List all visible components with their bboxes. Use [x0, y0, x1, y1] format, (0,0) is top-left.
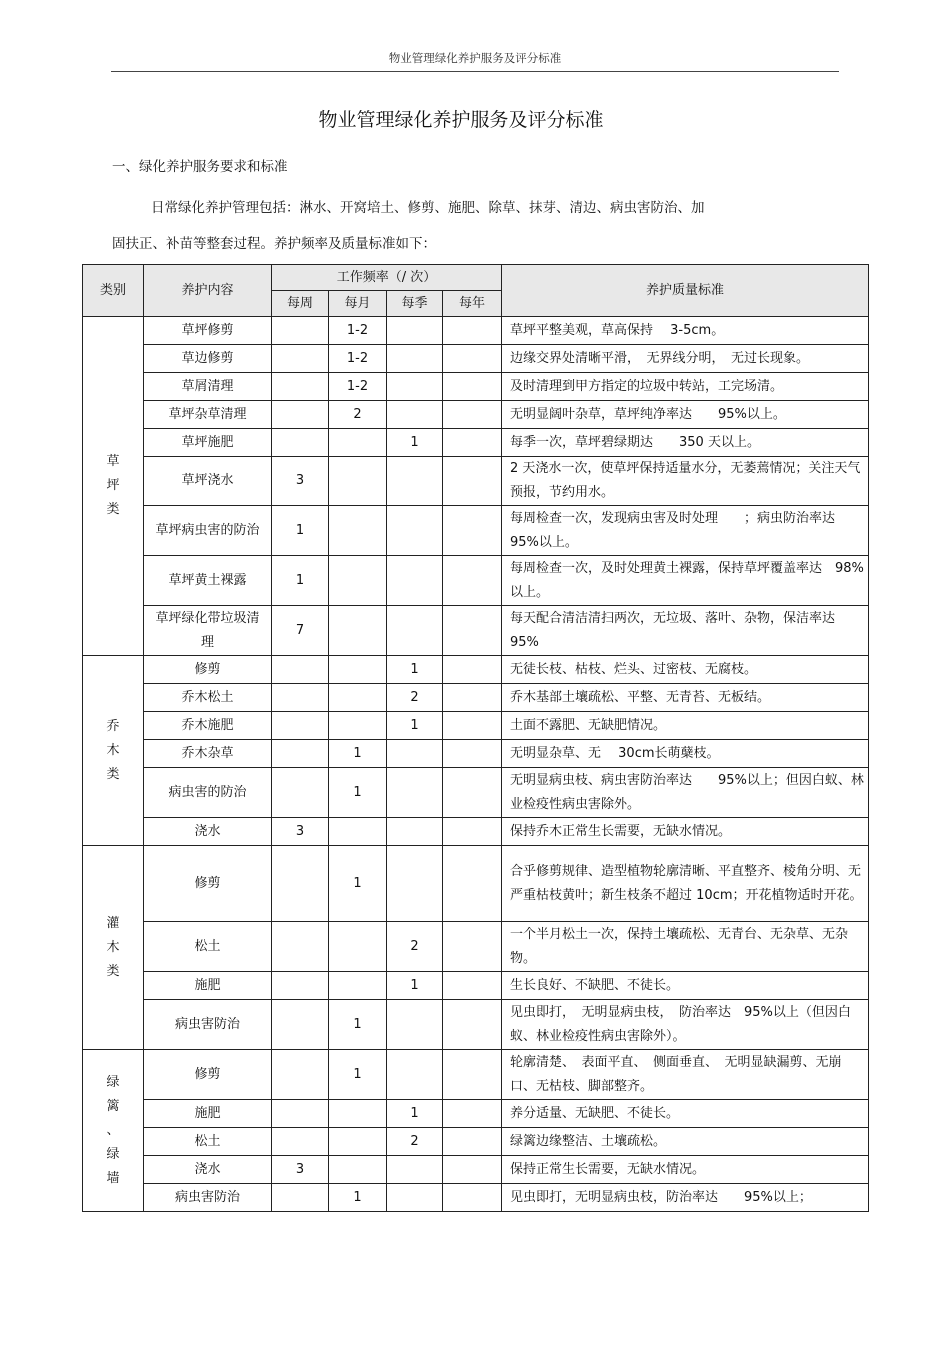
yearly-cell — [443, 1128, 502, 1156]
item-cell: 病虫害防治 — [144, 1184, 272, 1212]
monthly-cell — [329, 457, 387, 506]
table-row — [83, 556, 869, 606]
quarterly-cell — [387, 345, 443, 373]
header-standard: 养护质量标准 — [502, 265, 869, 317]
table-row — [83, 345, 869, 373]
quarterly-cell — [387, 1184, 443, 1212]
monthly-cell — [329, 556, 387, 606]
quarterly-cell — [387, 1050, 443, 1100]
table-row — [83, 656, 869, 684]
monthly-cell: 1 — [329, 1000, 387, 1050]
item-cell: 施肥 — [144, 1100, 272, 1128]
monthly-cell — [329, 818, 387, 846]
table-row — [83, 712, 869, 740]
monthly-cell — [329, 684, 387, 712]
weekly-cell — [272, 1100, 329, 1128]
standard-cell: 一个半月松土一次，保持土壤疏松、无青台、无杂草、无杂物。 — [502, 922, 869, 972]
header-yearly: 每年 — [443, 291, 502, 317]
yearly-cell — [443, 1000, 502, 1050]
quarterly-cell — [387, 373, 443, 401]
standard-cell: 无明显病虫枝、病虫害防治率达 95%以上；但因白蚁、林业检疫性病虫害除外。 — [502, 768, 869, 818]
category-cell: 乔 木 类 — [83, 656, 144, 846]
item-cell: 草坪浇水 — [144, 457, 272, 506]
item-cell: 施肥 — [144, 972, 272, 1000]
document-title: 物业管理绿化养护服务及评分标准 — [318, 109, 604, 131]
yearly-cell — [443, 768, 502, 818]
standard-cell: 保持正常生长需要，无缺水情况。 — [502, 1156, 869, 1184]
table-row — [83, 606, 869, 656]
weekly-cell — [272, 846, 329, 922]
monthly-cell: 1 — [329, 846, 387, 922]
standard-cell: 土面不露肥、无缺肥情况。 — [502, 712, 869, 740]
weekly-cell — [272, 740, 329, 768]
header-frequency: 工作频率（/ 次） — [272, 265, 502, 291]
monthly-cell — [329, 429, 387, 457]
table-row — [83, 506, 869, 556]
item-cell: 草坪病虫害的防治 — [144, 506, 272, 556]
yearly-cell — [443, 506, 502, 556]
standard-cell: 每周检查一次，及时处理黄土裸露，保持草坪覆盖率达 98%以上。 — [502, 556, 869, 606]
item-cell: 病虫害防治 — [144, 1000, 272, 1050]
weekly-cell: 3 — [272, 457, 329, 506]
category-cell: 灌 木 类 — [83, 846, 144, 1050]
header-rule — [111, 71, 839, 72]
table-row — [83, 1100, 869, 1128]
weekly-cell — [272, 972, 329, 1000]
table-row — [83, 768, 869, 818]
monthly-cell — [329, 656, 387, 684]
table-row — [83, 846, 869, 922]
monthly-cell — [329, 1100, 387, 1128]
monthly-cell: 1 — [329, 1050, 387, 1100]
category-cell: 绿 篱 、 绿 墙 — [83, 1050, 144, 1212]
yearly-cell — [443, 373, 502, 401]
monthly-cell: 1 — [329, 1184, 387, 1212]
monthly-cell: 1 — [329, 768, 387, 818]
standard-cell: 绿篱边缘整洁、土壤疏松。 — [502, 1128, 869, 1156]
table-row — [83, 1184, 869, 1212]
weekly-cell: 3 — [272, 818, 329, 846]
yearly-cell — [443, 1156, 502, 1184]
yearly-cell — [443, 606, 502, 656]
quarterly-cell — [387, 768, 443, 818]
monthly-cell: 1-2 — [329, 345, 387, 373]
table-row — [83, 373, 869, 401]
monthly-cell — [329, 1128, 387, 1156]
yearly-cell — [443, 345, 502, 373]
item-cell: 草坪杂草清理 — [144, 401, 272, 429]
monthly-cell — [329, 972, 387, 1000]
table-row — [83, 401, 869, 429]
yearly-cell — [443, 1184, 502, 1212]
item-cell: 修剪 — [144, 656, 272, 684]
yearly-cell — [443, 457, 502, 506]
monthly-cell — [329, 1156, 387, 1184]
header-monthly: 每月 — [329, 291, 387, 317]
weekly-cell — [272, 429, 329, 457]
yearly-cell — [443, 656, 502, 684]
weekly-cell — [272, 712, 329, 740]
quarterly-cell: 2 — [387, 684, 443, 712]
standard-cell: 轮廓清楚、 表面平直、 侧面垂直、 无明显缺漏剪、无崩口、无枯枝、脚部整齐。 — [502, 1050, 869, 1100]
monthly-cell: 2 — [329, 401, 387, 429]
standard-cell: 无徒长枝、枯枝、烂头、过密枝、无腐枝。 — [502, 656, 869, 684]
quarterly-cell: 1 — [387, 1100, 443, 1128]
standard-cell: 2 天浇水一次，使草坪保持适量水分，无萎蔫情况；关注天气预报，节约用水。 — [502, 457, 869, 506]
standard-cell: 每季一次，草坪碧绿期达 350 天以上。 — [502, 429, 869, 457]
table-row — [83, 1000, 869, 1050]
yearly-cell — [443, 401, 502, 429]
item-cell: 草坪黄土裸露 — [144, 556, 272, 606]
table-row — [83, 684, 869, 712]
category-cell: 草 坪 类 — [83, 317, 144, 656]
standard-cell: 草坪平整美观，草高保持 3-5cm。 — [502, 317, 869, 345]
weekly-cell — [272, 1184, 329, 1212]
item-cell: 草坪绿化带垃圾清理 — [144, 606, 272, 656]
table-row — [83, 972, 869, 1000]
standard-cell: 见虫即打，无明显病虫枝，防治率达 95%以上； — [502, 1184, 869, 1212]
item-cell: 草坪施肥 — [144, 429, 272, 457]
yearly-cell — [443, 429, 502, 457]
item-cell: 草坪修剪 — [144, 317, 272, 345]
yearly-cell — [443, 818, 502, 846]
standard-cell: 无明显杂草、无 30cm长萌蘖枝。 — [502, 740, 869, 768]
quarterly-cell: 2 — [387, 922, 443, 972]
weekly-cell — [272, 373, 329, 401]
quarterly-cell: 1 — [387, 656, 443, 684]
weekly-cell — [272, 1000, 329, 1050]
monthly-cell — [329, 506, 387, 556]
item-cell: 松土 — [144, 1128, 272, 1156]
header-content: 养护内容 — [144, 265, 272, 317]
quarterly-cell: 1 — [387, 712, 443, 740]
yearly-cell — [443, 972, 502, 1000]
yearly-cell — [443, 846, 502, 922]
weekly-cell — [272, 922, 329, 972]
table-row — [83, 1156, 869, 1184]
standard-cell: 乔木基部土壤疏松、平整、无青苔、无板结。 — [502, 684, 869, 712]
quarterly-cell — [387, 846, 443, 922]
monthly-cell: 1-2 — [329, 373, 387, 401]
table-row — [83, 818, 869, 846]
quarterly-cell — [387, 1156, 443, 1184]
weekly-cell — [272, 1050, 329, 1100]
standard-cell: 每天配合清洁清扫两次，无垃圾、落叶、杂物，保洁率达 95% — [502, 606, 869, 656]
item-cell: 松土 — [144, 922, 272, 972]
standard-cell: 合乎修剪规律、造型植物轮廓清晰、平直整齐、棱角分明、无严重枯枝黄叶；新生枝条不超过 10cm；开花植物适时开花。 — [502, 846, 869, 922]
standard-cell: 养分适量、无缺肥、不徒长。 — [502, 1100, 869, 1128]
monthly-cell — [329, 922, 387, 972]
quarterly-cell: 1 — [387, 429, 443, 457]
item-cell: 修剪 — [144, 1050, 272, 1100]
header-weekly: 每周 — [272, 291, 329, 317]
weekly-cell — [272, 1128, 329, 1156]
monthly-cell: 1 — [329, 740, 387, 768]
weekly-cell — [272, 656, 329, 684]
yearly-cell — [443, 922, 502, 972]
yearly-cell — [443, 1050, 502, 1100]
yearly-cell — [443, 1100, 502, 1128]
monthly-cell — [329, 606, 387, 656]
yearly-cell — [443, 740, 502, 768]
quarterly-cell — [387, 1000, 443, 1050]
standard-cell: 每周检查一次，发现病虫害及时处理 ；病虫防治率达 95%以上。 — [502, 506, 869, 556]
maintenance-standard-table — [82, 264, 869, 1212]
monthly-cell — [329, 712, 387, 740]
quarterly-cell — [387, 457, 443, 506]
standard-cell: 生长良好、不缺肥、不徒长。 — [502, 972, 869, 1000]
weekly-cell — [272, 317, 329, 345]
yearly-cell — [443, 556, 502, 606]
table-row — [83, 1128, 869, 1156]
weekly-cell — [272, 684, 329, 712]
item-cell: 浇水 — [144, 818, 272, 846]
monthly-cell: 1-2 — [329, 317, 387, 345]
weekly-cell: 1 — [272, 556, 329, 606]
table-row — [83, 317, 869, 345]
item-cell: 草屑清理 — [144, 373, 272, 401]
quarterly-cell — [387, 818, 443, 846]
item-cell: 修剪 — [144, 846, 272, 922]
yearly-cell — [443, 712, 502, 740]
quarterly-cell — [387, 317, 443, 345]
quarterly-cell: 2 — [387, 1128, 443, 1156]
intro-paragraph-line-2: 固扶正、补苗等整套过程。养护频率及质量标准如下： — [112, 236, 436, 252]
table-row — [83, 740, 869, 768]
item-cell: 浇水 — [144, 1156, 272, 1184]
yearly-cell — [443, 684, 502, 712]
standard-cell: 无明显阔叶杂草，草坪纯净率达 95%以上。 — [502, 401, 869, 429]
weekly-cell: 7 — [272, 606, 329, 656]
table-row — [83, 429, 869, 457]
item-cell: 草边修剪 — [144, 345, 272, 373]
standard-cell: 及时清理到甲方指定的垃圾中转站，工完场清。 — [502, 373, 869, 401]
section-heading: 一、绿化养护服务要求和标准 — [112, 159, 288, 175]
quarterly-cell — [387, 740, 443, 768]
table-row — [83, 922, 869, 972]
weekly-cell — [272, 768, 329, 818]
item-cell: 乔木杂草 — [144, 740, 272, 768]
running-header: 物业管理绿化养护服务及评分标准 — [388, 51, 562, 65]
quarterly-cell: 1 — [387, 972, 443, 1000]
weekly-cell: 1 — [272, 506, 329, 556]
table-row — [83, 1050, 869, 1100]
quarterly-cell — [387, 506, 443, 556]
standard-cell: 边缘交界处清晰平滑， 无界线分明， 无过长现象。 — [502, 345, 869, 373]
item-cell: 乔木施肥 — [144, 712, 272, 740]
yearly-cell — [443, 317, 502, 345]
weekly-cell — [272, 401, 329, 429]
weekly-cell: 3 — [272, 1156, 329, 1184]
quarterly-cell — [387, 556, 443, 606]
header-category: 类别 — [83, 265, 144, 317]
table-row — [83, 457, 869, 506]
intro-paragraph-line-1: 日常绿化养护管理包括：淋水、开窝培土、修剪、施肥、除草、抹芽、清边、病虫害防治、加 — [151, 200, 705, 216]
quarterly-cell — [387, 401, 443, 429]
quarterly-cell — [387, 606, 443, 656]
standard-cell: 保持乔木正常生长需要，无缺水情况。 — [502, 818, 869, 846]
item-cell: 乔木松土 — [144, 684, 272, 712]
weekly-cell — [272, 345, 329, 373]
table-body — [83, 317, 869, 1212]
item-cell: 病虫害的防治 — [144, 768, 272, 818]
header-quarterly: 每季 — [387, 291, 443, 317]
standard-cell: 见虫即打， 无明显病虫枝， 防治率达 95%以上（但因白蚁、林业检疫性病虫害除外）。 — [502, 1000, 869, 1050]
